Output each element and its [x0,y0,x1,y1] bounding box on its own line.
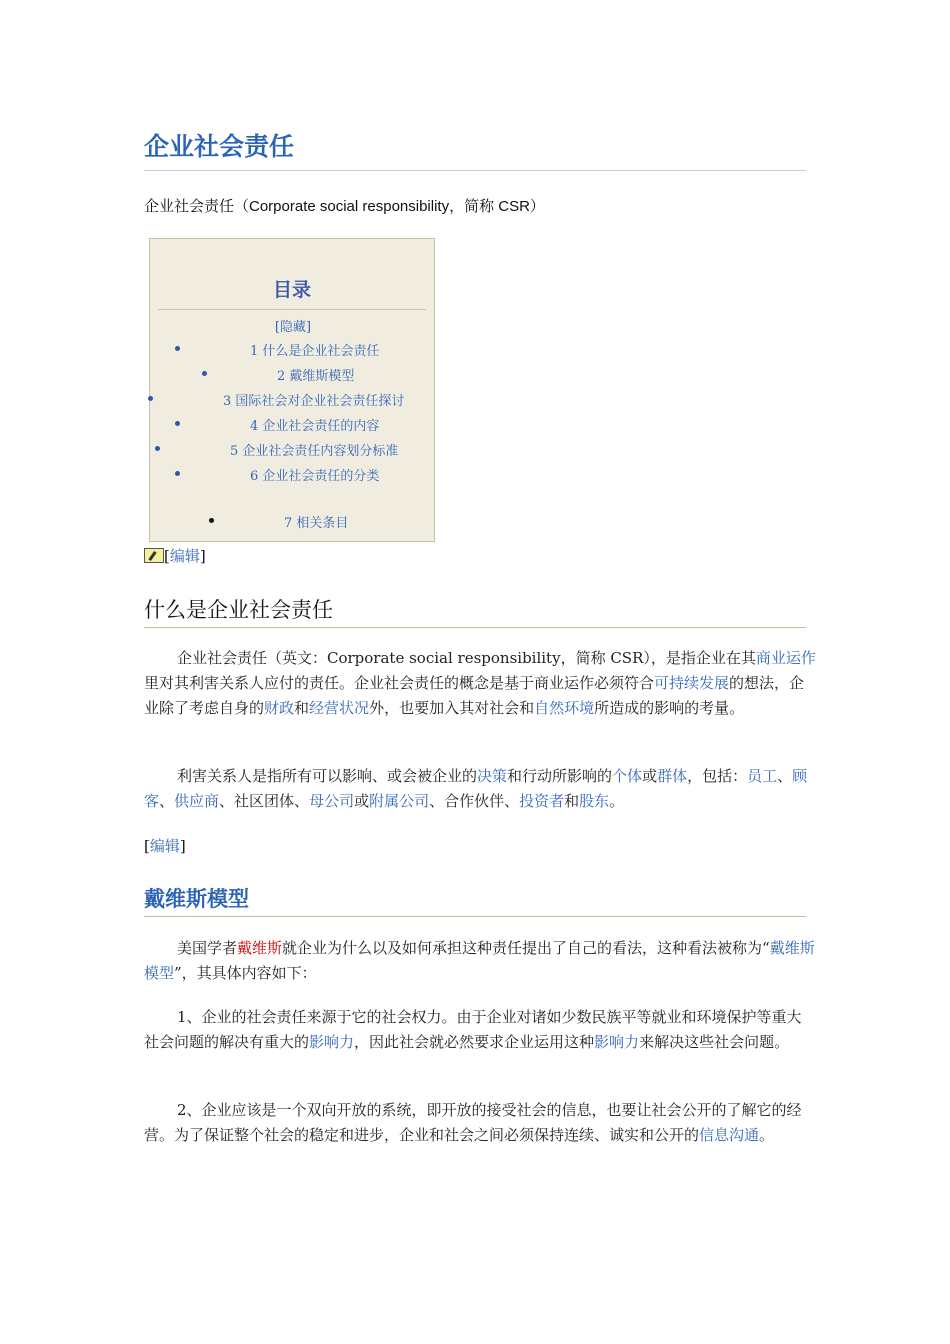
bullet-icon [175,471,180,476]
link-group[interactable]: 群体 [657,767,688,785]
link-customer[interactable]: 顾客 [144,767,808,810]
link-parent-company[interactable]: 母公司 [309,792,355,810]
link-influence-2[interactable]: 影响力 [594,1033,640,1051]
link-individual[interactable]: 个体 [612,767,643,785]
link-influence[interactable]: 影响力 [309,1033,355,1051]
edit-row-section1: [编辑] [144,837,186,855]
section2-paragraph-3: 2、企业应该是一个双向开放的系统，即开放的接受社会的信息，也要让社会公开的了解它的经营。为了保证整个社会的稳定和进步，企业和社会之间必须保持连续、诚实和公开的信息沟通。 [144,1101,802,1144]
link-finance[interactable]: 财政 [264,699,295,717]
section1-paragraph-1: 企业社会责任（英文：Corporate social responsibility，简称 CSR），是指企业在其商业运作里对其利害关系人应付的责任。企业社会责任的概念是基于商业运作必须符合可持续发展的想法，企业除了考虑自身的财政和经营状况外，也要加入其对社会和自然环境所造成的影响的考量。 [144,649,816,717]
toc-item-5[interactable]: 5 企业社会责任内容划分标准 [230,444,399,459]
link-decision[interactable]: 决策 [477,767,508,785]
edit-bracket-open: [ [164,547,170,565]
link-employee[interactable]: 员工 [747,767,778,785]
edit-pencil-icon[interactable] [144,548,164,563]
bullet-icon [148,396,153,401]
section1-paragraph-2: 利害关系人是指所有可以影响、或会被企业的决策和行动所影响的个体或群体，包括：员工、顾客、供应商、社区团体、母公司或附属公司、合作伙伴、投资者和股东。 [144,767,808,810]
bullet-icon [202,371,207,376]
bullet-icon [175,346,180,351]
edit-row-top [144,545,206,567]
toc-item-4[interactable]: 4 企业社会责任的内容 [250,419,380,434]
link-information-communication[interactable]: 信息沟通 [699,1126,760,1144]
toc-hide-link[interactable]: [隐藏] [274,320,312,335]
link-shareholder[interactable]: 股东 [579,792,610,810]
toc-item-1[interactable]: 1 什么是企业社会责任 [250,344,380,359]
link-sustainable-development[interactable]: 可持续发展 [654,674,730,692]
edit-bracket-close: ] [199,547,206,565]
link-business-status[interactable]: 经营状况 [309,699,370,717]
link-business-operation[interactable]: 商业运作 [755,649,816,667]
table-of-contents [149,238,435,542]
section-heading-davis-model: 戴维斯模型 [144,884,806,917]
toc-item-7[interactable]: 7 相关条目 [284,516,349,531]
link-davis[interactable]: 戴维斯 [237,939,283,957]
page-title: 企业社会责任 [144,130,806,171]
link-natural-environment[interactable]: 自然环境 [534,699,595,717]
edit-link[interactable]: 编辑 [169,547,200,565]
link-davis-model[interactable]: 戴维斯模型 [144,939,815,982]
link-supplier[interactable]: 供应商 [174,792,220,810]
section2-paragraph-2: 1、企业的社会责任来源于它的社会权力。由于企业对诸如少数民族平等就业和环境保护等重大社会问题的解决有重大的影响力，因此社会就必然要求企业运用这种影响力来解决这些社会问题。 [144,1008,802,1051]
toc-title: 目录 [158,277,426,310]
bullet-icon [209,518,214,523]
link-subsidiary[interactable]: 附属公司 [369,792,430,810]
section-heading-what-is-csr: 什么是企业社会责任 [144,595,806,628]
toc-item-2[interactable]: 2 戴维斯模型 [277,369,355,384]
bullet-icon [155,446,160,451]
section2-paragraph-1: 美国学者戴维斯就企业为什么以及如何承担这种责任提出了自己的看法，这种看法被称为“戴维斯模型”，其具体内容如下： [144,939,815,982]
intro-line: 企业社会责任（Corporate social responsibility，简称 CSR） [144,198,545,215]
toc-item-6[interactable]: 6 企业社会责任的分类 [250,469,380,484]
link-investor[interactable]: 投资者 [519,792,565,810]
toc-item-3[interactable]: 3 国际社会对企业社会责任探讨 [223,394,405,409]
bullet-icon [175,421,180,426]
edit-link[interactable]: 编辑 [149,837,180,855]
